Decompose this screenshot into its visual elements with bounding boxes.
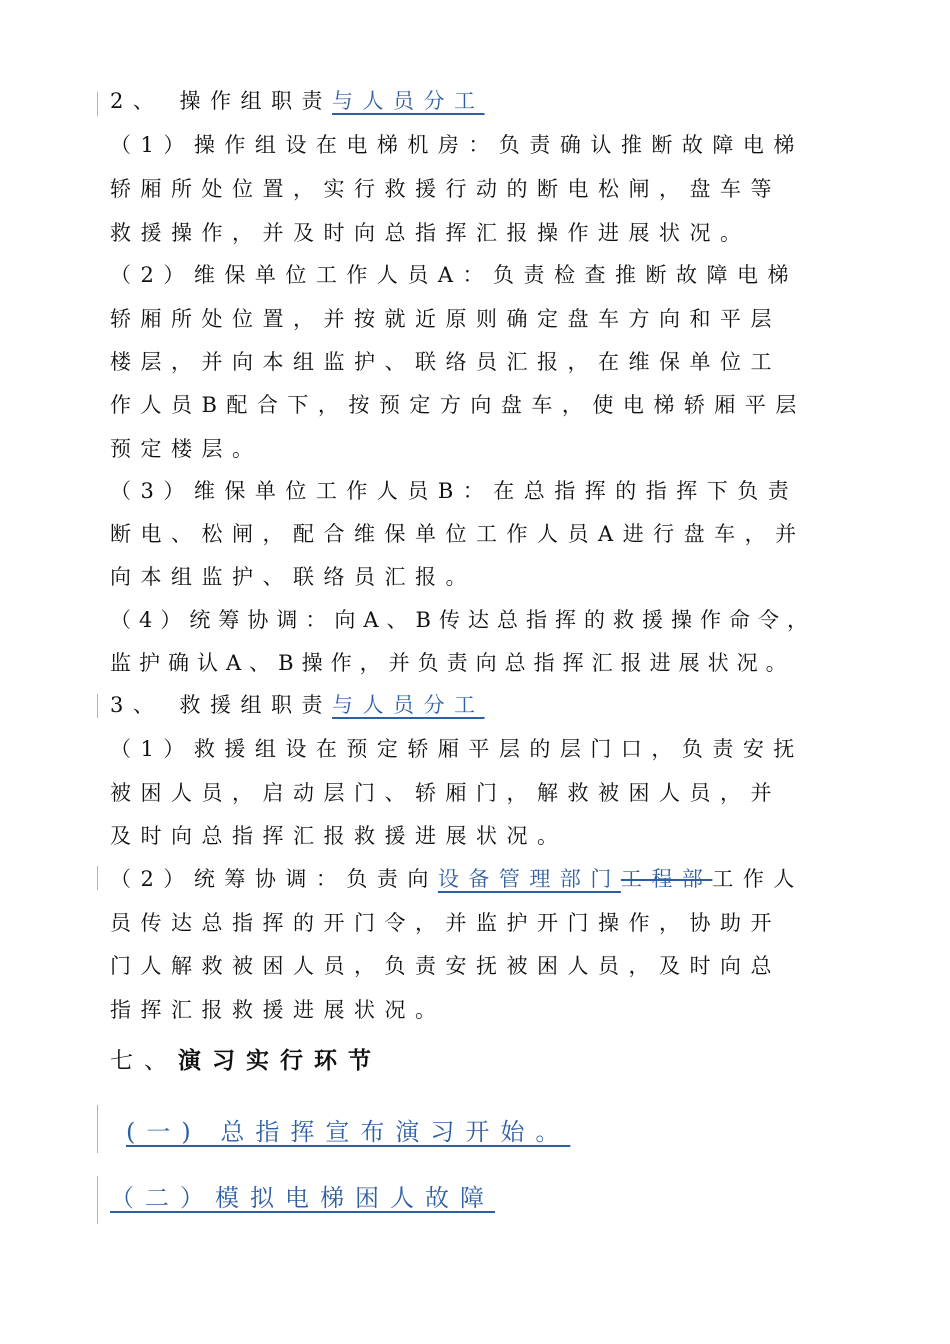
paragraph-line: 救援操作，并及时向总指挥汇报操作进展状况。: [110, 221, 751, 245]
inserted-text: 与人员分工: [332, 693, 485, 717]
paragraph-line: 轿厢所处位置，实行救援行动的断电松闸，盘车等: [110, 177, 781, 201]
paragraph-line: 门人解救被困人员，负责安抚被困人员，及时向总: [110, 954, 781, 978]
inserted-text: 设备管理部门: [437, 867, 621, 891]
subsection-1: [126, 1117, 570, 1147]
change-bar: [97, 1105, 98, 1153]
paragraph-line: 被困人员，启动层门、轿厢门，解救被困人员，并: [110, 781, 781, 805]
paragraph-line: （1）救援组设在预定轿厢平层的层门口，负责安抚: [110, 737, 804, 761]
change-bar: [97, 92, 98, 116]
section-2-heading: 2、 操作组职责与人员分工: [110, 89, 485, 113]
inserted-text: （二）模拟电梯困人故障: [110, 1184, 495, 1212]
paragraph-line: 作人员B配合下，按预定方向盘车，使电梯轿厢平层: [110, 393, 806, 417]
paragraph-line: 及时向总指挥汇报救援进展状况。: [110, 824, 568, 848]
paragraph-line: 楼层，并向本组监护、联络员汇报，在维保单位工: [110, 350, 781, 374]
paragraph-line: 断电、松闸，配合维保单位工作人员A进行盘车，并: [110, 522, 806, 546]
paragraph-line: 监护确认A、B操作，并负责向总指挥汇报进展状况。: [110, 651, 795, 675]
inserted-text: (一) 总指挥宣布演习开始。: [126, 1118, 571, 1146]
paragraph-line: 向本组监护、联络员汇报。: [110, 565, 476, 589]
paragraph-line: （2）统筹协调：负责向设备管理部门工程部工作人: [110, 867, 804, 891]
deleted-text: 工程部: [620, 867, 713, 891]
paragraph-line: 预定楼层。: [110, 437, 263, 461]
paragraph-line: 指挥汇报救援进展状况。: [110, 998, 446, 1022]
change-bar: [97, 694, 98, 718]
paragraph-line: （4）统筹协调：向A、B传达总指挥的救援操作命令，: [110, 608, 816, 632]
section-3-heading: 3、 救援组职责与人员分工: [110, 693, 485, 717]
paragraph-line: （3）维保单位工作人员B：在总指挥的指挥下负责: [110, 479, 799, 503]
subsection-2: [110, 1183, 495, 1213]
paragraph-line: （1）操作组设在电梯机房：负责确认推断故障电梯: [110, 133, 804, 157]
section-7-heading: 七、演习实行环节: [110, 1048, 382, 1074]
change-bar: [97, 866, 98, 890]
paragraph-line: （2）维保单位工作人员A：负责检查推断故障电梯: [110, 263, 799, 287]
change-bar: [97, 1176, 98, 1224]
paragraph-line: 轿厢所处位置，并按就近原则确定盘车方向和平层: [110, 307, 781, 331]
inserted-text: 与人员分工: [332, 89, 485, 113]
paragraph-line: 员传达总指挥的开门令，并监护开门操作，协助开: [110, 911, 781, 935]
